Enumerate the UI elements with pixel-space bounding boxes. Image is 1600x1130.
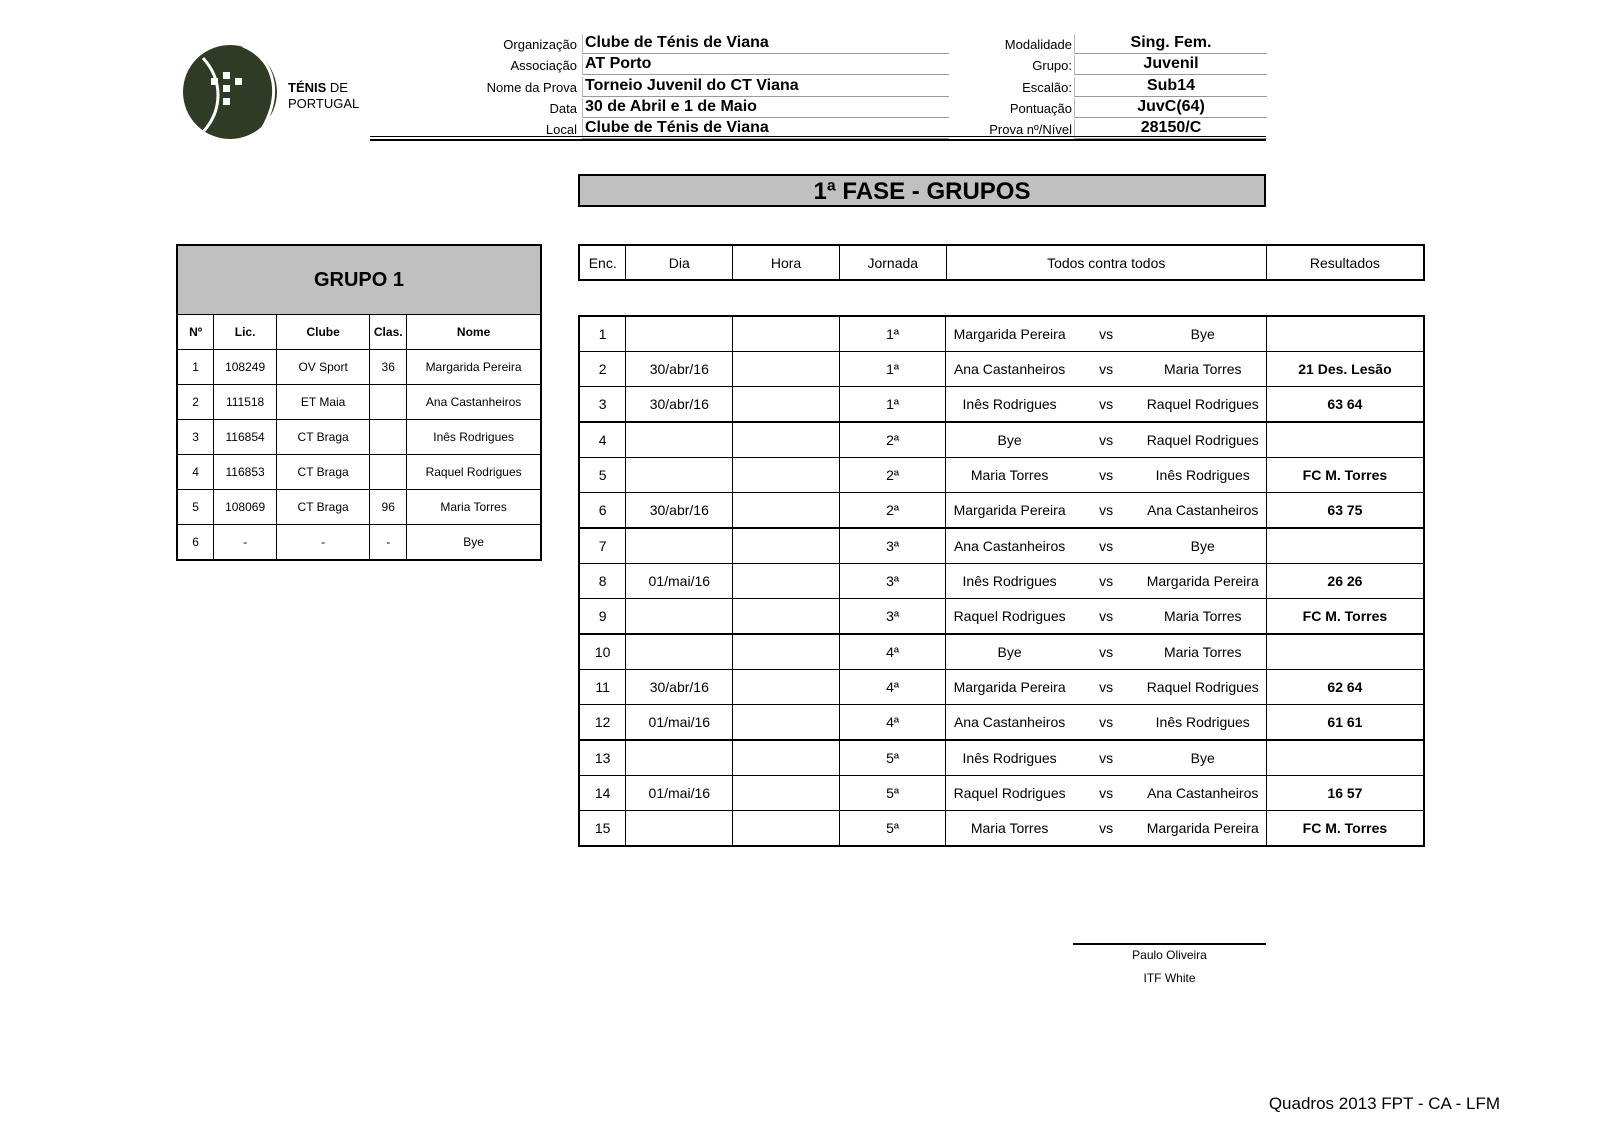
match-cell: 01/mai/16 [626,564,733,599]
match-row [579,740,1424,776]
match-cell: Raquel Rodrigues [946,776,1073,811]
match-cell: Inês Rodrigues [946,740,1073,776]
match-cell [733,493,840,529]
group-player-row [177,525,541,561]
phase-title: 1ª FASE - GRUPOS [578,174,1266,207]
match-cell: 1 [579,316,626,352]
group-player-row [177,490,541,525]
match-cell [733,422,840,458]
match-cell: 8 [579,564,626,599]
header-label: Escalão: [1022,79,1072,95]
match-cell: 3ª [839,528,946,564]
match-cell: vs [1073,564,1140,599]
group-cell: 111518 [214,385,277,420]
match-cell [733,670,840,705]
match-row [579,564,1424,599]
match-cell: vs [1073,634,1140,670]
group-cell: Ana Castanheiros [407,385,541,420]
group-cell: Inês Rodrigues [407,420,541,455]
match-row [579,458,1424,493]
match-cell: 30/abr/16 [626,493,733,529]
match-cell: Maria Torres [946,811,1073,847]
match-cell: Margarida Pereira [1140,564,1267,599]
match-cell: Bye [1140,528,1267,564]
match-cell: vs [1073,493,1140,529]
match-cell: Raquel Rodrigues [1140,670,1267,705]
match-cell: 5 [579,458,626,493]
match-cell [626,528,733,564]
footer-text: Quadros 2013 FPT - CA - LFM [1268,1094,1500,1113]
matches-header-table [578,244,1425,281]
header-label: Pontuação [1009,100,1072,116]
group-cell: CT Braga [276,420,369,455]
match-cell: Bye [946,422,1073,458]
match-cell: Inês Rodrigues [1140,705,1267,741]
matches-table [578,315,1425,847]
match-cell: 3 [579,387,626,423]
match-cell [733,528,840,564]
match-cell: 30/abr/16 [626,387,733,423]
match-cell [626,740,733,776]
match-row [579,528,1424,564]
match-cell: Ana Castanheiros [1140,776,1267,811]
logo-text-portugal: PORTUGAL [288,96,360,111]
match-cell: 62 64 [1266,670,1424,705]
header-value: Sing. Fem. [1074,34,1267,54]
match-cell [733,352,840,387]
match-cell: Bye [1140,316,1267,352]
header-label: Prova nº/Nível [989,122,1072,138]
match-cell: FC M. Torres [1266,811,1424,847]
group-cell: OV Sport [276,350,369,385]
group-cell: 2 [177,385,214,420]
match-cell: 1ª [839,316,946,352]
match-cell: Ana Castanheiros [1140,493,1267,529]
header-label: Nome da Prova [486,79,577,95]
match-cell: Ana Castanheiros [946,352,1073,387]
group-cell: 96 [370,490,407,525]
tennis-ball-icon [183,40,383,145]
group-player-row [177,420,541,455]
match-cell: Margarida Pereira [946,493,1073,529]
match-cell: vs [1073,740,1140,776]
group-column-header: Clube [276,315,369,350]
match-cell [1266,316,1424,352]
header-label: Organização [503,37,577,52]
match-cell [733,564,840,599]
match-cell: 1ª [839,352,946,387]
match-cell [626,811,733,847]
match-cell [733,740,840,776]
group-title: GRUPO 1 [177,245,541,315]
match-cell [1266,528,1424,564]
group-cell: 5 [177,490,214,525]
match-cell [626,634,733,670]
group-cell: Margarida Pereira [407,350,541,385]
match-cell: 3ª [839,564,946,599]
match-cell: vs [1073,352,1140,387]
match-cell: 30/abr/16 [626,670,733,705]
match-row [579,422,1424,458]
match-cell: 16 57 [1266,776,1424,811]
match-cell [733,776,840,811]
referee-title: ITF White [1143,971,1196,985]
group-cell: ET Maia [276,385,369,420]
match-cell: Margarida Pereira [1140,811,1267,847]
header-underline-double [370,139,1266,141]
header-value: JuvC(64) [1074,98,1267,118]
match-cell: 30/abr/16 [626,352,733,387]
group-column-header: Nº [177,315,214,350]
tenis-de-portugal-logo [183,40,383,145]
match-cell: Inês Rodrigues [946,387,1073,423]
match-cell: 4ª [839,705,946,741]
match-cell: Maria Torres [1140,599,1267,635]
group-cell: 3 [177,420,214,455]
match-cell [1266,634,1424,670]
header-label: Grupo: [1032,58,1072,74]
group-column-header: Clas. [370,315,407,350]
match-cell: 3ª [839,599,946,635]
match-cell: 4ª [839,634,946,670]
match-cell: 01/mai/16 [626,776,733,811]
match-row [579,316,1424,352]
matches-column-header: Hora [733,245,840,280]
header-underline [370,136,1266,137]
match-cell: Ana Castanheiros [946,705,1073,741]
match-cell: Margarida Pereira [946,316,1073,352]
group-cell: Maria Torres [407,490,541,525]
match-cell: 21 Des. Lesão [1266,352,1424,387]
match-cell: 26 26 [1266,564,1424,599]
header-value: 28150/C [1074,119,1267,139]
match-cell [733,705,840,741]
match-row [579,776,1424,811]
match-cell: Inês Rodrigues [1140,458,1267,493]
match-row [579,634,1424,670]
match-cell: vs [1073,458,1140,493]
header-label: Associação [510,58,577,74]
match-cell: 6 [579,493,626,529]
header-value: AT Porto [582,55,949,75]
match-cell: FC M. Torres [1266,458,1424,493]
match-cell: 63 64 [1266,387,1424,423]
match-cell [733,599,840,635]
group-cell: 116853 [214,455,277,490]
group-cell [370,455,407,490]
match-cell: vs [1073,811,1140,847]
match-cell [733,316,840,352]
group-cell: - [214,525,277,561]
match-cell: 2ª [839,493,946,529]
match-cell: 01/mai/16 [626,705,733,741]
match-cell [1266,740,1424,776]
group-cell: CT Braga [276,490,369,525]
match-cell: 15 [579,811,626,847]
match-cell: 1ª [839,387,946,423]
match-cell: vs [1073,422,1140,458]
match-row [579,811,1424,847]
header-value: Torneio Juvenil do CT Viana [582,77,949,97]
match-cell: Maria Torres [946,458,1073,493]
match-cell [626,422,733,458]
signature-line [1073,943,1266,945]
match-cell: 5ª [839,811,946,847]
match-cell [733,811,840,847]
referee-name: Paulo Oliveira [1132,948,1207,962]
group-cell: - [276,525,369,561]
match-cell: 2ª [839,422,946,458]
logo-text-tenis: TÉNIS [288,80,327,95]
match-cell: 61 61 [1266,705,1424,741]
match-cell: 9 [579,599,626,635]
match-row [579,670,1424,705]
group-cell: 108249 [214,350,277,385]
match-cell: 7 [579,528,626,564]
match-cell: Bye [946,634,1073,670]
match-cell: Margarida Pereira [946,670,1073,705]
match-row [579,599,1424,635]
match-cell [733,458,840,493]
group-cell: 36 [370,350,407,385]
match-cell: vs [1073,599,1140,635]
match-cell: 2 [579,352,626,387]
header-value: Clube de Ténis de Viana [582,34,949,54]
header-value: Clube de Ténis de Viana [582,119,949,139]
group-cell [370,420,407,455]
group-cell: 6 [177,525,214,561]
match-row [579,705,1424,741]
match-row [579,387,1424,423]
group-cell: - [370,525,407,561]
match-cell: 4ª [839,670,946,705]
match-cell: 2ª [839,458,946,493]
match-cell: Raquel Rodrigues [1140,422,1267,458]
match-cell: vs [1073,705,1140,741]
match-cell: vs [1073,387,1140,423]
match-row [579,352,1424,387]
match-cell [733,634,840,670]
match-cell: 5ª [839,740,946,776]
group-player-row [177,455,541,490]
matches-column-header: Resultados [1266,245,1424,280]
group-cell: CT Braga [276,455,369,490]
match-cell: 14 [579,776,626,811]
group-column-header: Lic. [214,315,277,350]
match-cell: vs [1073,670,1140,705]
match-cell: Maria Torres [1140,634,1267,670]
matches-column-header: Dia [626,245,733,280]
header-value: 30 de Abril e 1 de Maio [582,98,949,118]
group-cell: 4 [177,455,214,490]
match-cell: 13 [579,740,626,776]
match-cell [1266,422,1424,458]
matches-column-header: Enc. [579,245,626,280]
match-cell [733,387,840,423]
match-row [579,493,1424,529]
group-column-header: Nome [407,315,541,350]
match-cell: Bye [1140,740,1267,776]
match-cell: Inês Rodrigues [946,564,1073,599]
header-value: Juvenil [1074,55,1267,75]
match-cell: FC M. Torres [1266,599,1424,635]
group-cell: 1 [177,350,214,385]
header-label: Modalidade [1004,37,1072,52]
match-cell: 10 [579,634,626,670]
match-cell: 4 [579,422,626,458]
group-cell: 108069 [214,490,277,525]
match-cell: 63 75 [1266,493,1424,529]
match-cell [626,599,733,635]
header-label: Data [549,100,577,116]
group-player-row [177,385,541,420]
match-cell [626,316,733,352]
group-cell [370,385,407,420]
match-cell: 5ª [839,776,946,811]
match-cell: Raquel Rodrigues [1140,387,1267,423]
group-cell: Raquel Rodrigues [407,455,541,490]
group-cell: 116854 [214,420,277,455]
matches-column-header: Jornada [839,245,946,280]
match-cell: vs [1073,776,1140,811]
match-cell: Ana Castanheiros [946,528,1073,564]
header-label: Local [545,122,577,138]
group-cell: Bye [407,525,541,561]
match-cell: Maria Torres [1140,352,1267,387]
group-table [176,244,542,561]
match-cell: 12 [579,705,626,741]
matches-column-header: Todos contra todos [946,245,1266,280]
match-cell: vs [1073,316,1140,352]
header-value: Sub14 [1074,77,1267,97]
group-player-row [177,350,541,385]
match-cell [626,458,733,493]
match-cell: Raquel Rodrigues [946,599,1073,635]
logo-text-de: DE [329,80,348,95]
match-cell: vs [1073,528,1140,564]
match-cell: 11 [579,670,626,705]
